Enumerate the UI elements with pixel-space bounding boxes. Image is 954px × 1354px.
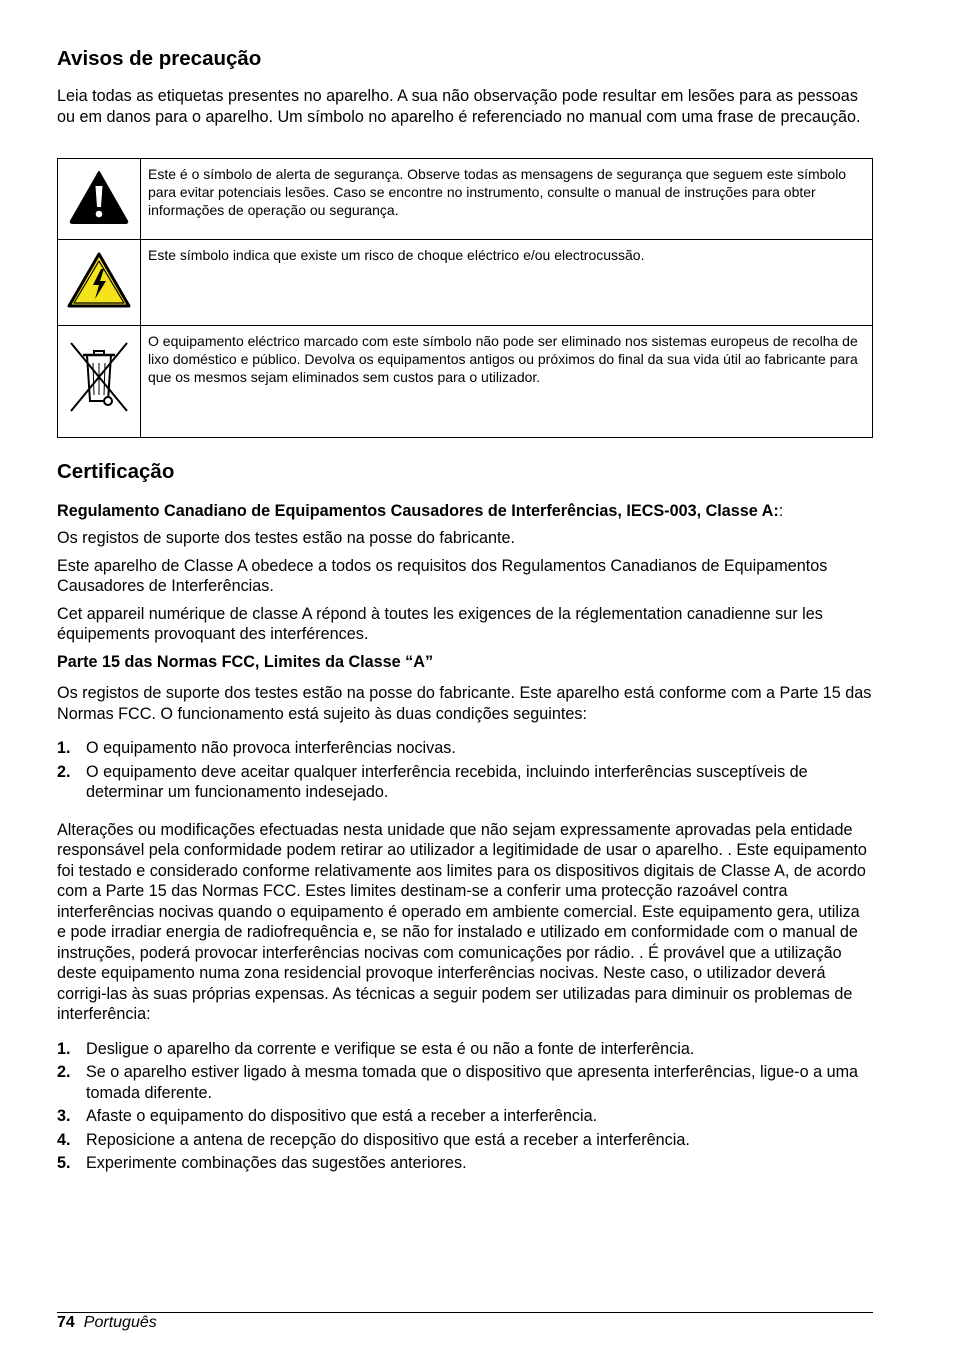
safety-alert-icon: [58, 159, 141, 240]
electric-shock-icon: [58, 240, 141, 326]
symbol-text: Este é o símbolo de alerta de segurança. Observe todas as mensagens de segurança que seguem este símbolo para evitar potenciais lesões. Caso se encontre no instrumento, consulte o manual de instruções para obter informações de operação ou segurança.: [141, 159, 873, 240]
certification-section: [57, 460, 873, 1177]
techniques-list: [57, 1039, 873, 1174]
canada-paragraph-fr: Cet appareil numérique de classe A répond à toutes les exigences de la réglementation canadienne sur les équipements provoquant des interférences.: [57, 604, 823, 644]
symbol-text: O equipamento eléctrico marcado com este símbolo não pode ser eliminado nos sistemas europeus de recolha de lixo doméstico e público. Devolva os equipamentos antigos ou próximos do final da sua vida útil ao fabricante para que os mesmos sejam eliminados sem custos para o utilizador.: [141, 326, 873, 438]
canada-paragraph: Os registos de suporte dos testes estão na posse do fabricante.: [57, 529, 516, 548]
list-item: 4. Reposicione a antena de recepção do dispositivo que está a receber a interferência.: [57, 1130, 690, 1149]
footer: [57, 1313, 157, 1333]
certification-title: Certificação: [57, 460, 175, 483]
list-item: 2. O equipamento deve aceitar qualquer interferência recebida, incluindo interferências susceptíveis de determinar um funcionamento indesejado.: [57, 762, 808, 802]
symbol-text: Este símbolo indica que existe um risco de choque eléctrico e/ou electrocussão.: [141, 240, 873, 326]
footer-language: Português: [83, 1314, 157, 1331]
fcc-heading: Parte 15 das Normas FCC, Limites da Classe “A”: [57, 652, 434, 671]
footer-divider: [57, 1312, 873, 1313]
conditions-list: [57, 738, 873, 803]
symbol-row: [58, 240, 873, 326]
fcc-paragraph: Alterações ou modificações efectuadas nesta unidade que não sejam expressamente aprovadas pela entidade responsável pela conformidade podem retirar ao utilizador a legitimidade de usar o aparelho. . Este equipamento foi testado e considerado conforme relativamente aos limites para os dispositivos digitais de Classe A, de acordo com a Parte 15 das Normas FCC. Estes limites destinam-se a conferir uma protecção razoável contra interferências nocivas quando o equipamento é operado em ambiente comercial. Este equipamento gera, utiliza e pode irradiar energia de radiofrequência e, se não for instalado e utilizado em conformidade com o manual de instruções, poderá provocar interferências nocivas com comunicações por rádio. . É provável que a utilização deste equipamento numa zona residencial provoque interferências nocivas. Neste caso, o utilizador deverá corrigi-las às suas próprias expensas. As técnicas a seguir podem ser utilizadas para diminuir os problemas de interferência:: [57, 820, 867, 1024]
symbol-row: [58, 326, 873, 438]
precaution-title: Avisos de precaução: [57, 47, 262, 70]
symbol-row: [58, 159, 873, 240]
list-item: 1. O equipamento não provoca interferências nocivas.: [57, 739, 456, 758]
list-item: 5. Experimente combinações das sugestões anteriores.: [57, 1154, 467, 1173]
list-item: 3. Afaste o equipamento do dispositivo que está a receber a interferência.: [57, 1107, 598, 1126]
page-number: 74: [57, 1314, 75, 1331]
symbol-table: [57, 158, 873, 438]
canada-heading: Regulamento Canadiano de Equipamentos Causadores de Interferências, IECS-003, Classe A::: [57, 501, 784, 520]
canada-paragraph: Este aparelho de Classe A obedece a todos os requisitos dos Regulamentos Canadianos de Equipamentos Causadores de Interferências.: [57, 556, 828, 596]
list-item: 2. Se o aparelho estiver ligado à mesma tomada que o dispositivo que apresenta interferências, ligue-o a uma tomada diferente.: [57, 1063, 859, 1102]
fcc-paragraph: Os registos de suporte dos testes estão na posse do fabricante. Este aparelho está conforme com a Parte 15 das Normas FCC. O funcionamento está sujeito às duas condições seguintes:: [57, 684, 872, 723]
list-item: 1. Desligue o aparelho da corrente e verifique se esta é ou não a fonte de interferência.: [57, 1039, 695, 1058]
weee-crossed-bin-icon: [58, 326, 141, 438]
precaution-intro: Leia todas as etiquetas presentes no aparelho. A sua não observação pode resultar em lesões para as pessoas ou em danos para o aparelho. Um símbolo no aparelho é referenciado no manual com uma frase de precaução.: [57, 87, 861, 126]
